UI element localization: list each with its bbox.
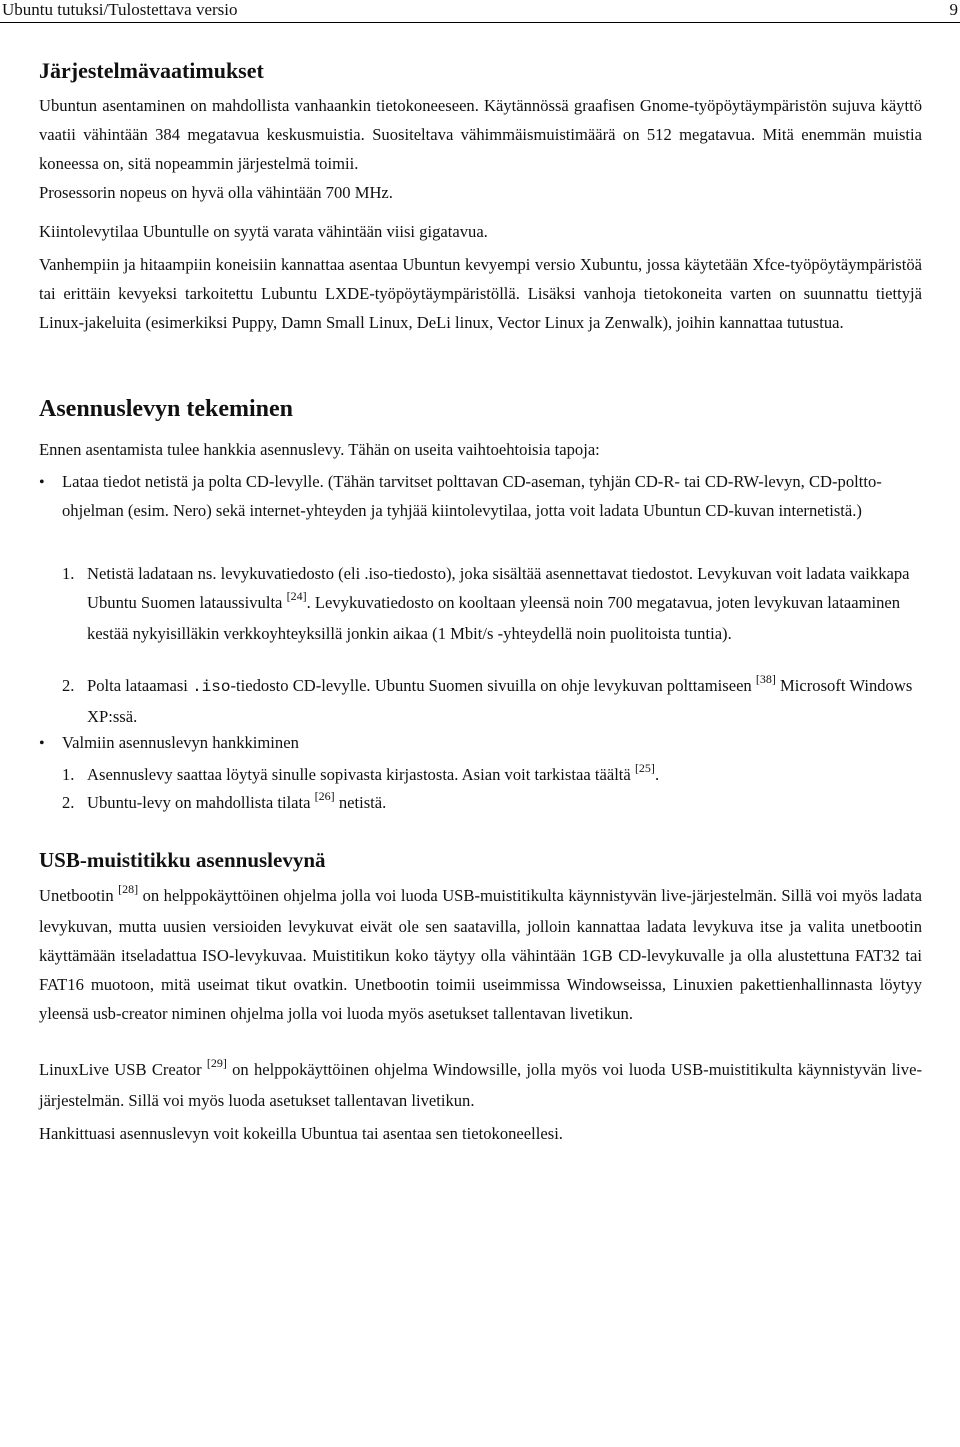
paragraph-disk: Kiintolevytilaa Ubuntulle on syytä varata vähintään viisi gigatavua.	[39, 222, 488, 241]
paragraph-linuxlive	[39, 1055, 922, 1115]
text: Netistä ladataan ns. levykuvatiedosto (eli .iso-tiedosto), joka sisältää asennettavat tiedostot. Levykuvan voit ladata vaikkapa Ubuntu Suomen lataussivulta	[87, 564, 910, 612]
reference-link-25[interactable]: [25]	[634, 761, 655, 775]
paragraph-older-machines: Vanhempiin ja hitaampiin koneisiin kannattaa asentaa Ubuntun kevyempi versio Xubuntu, jossa käytetään Xfce-työpöytäympäristöä tai erittäin kevyeksi tarkoitettu Lubuntu LXDE-työpöytäympäristöllä. Lisäksi vanhoja tietokoneita varten on suunnattu tiettyjä Linux-jakeluita (esimerkiksi Puppy, Damn Small Linux, DeLi linux, Vector Linux ja Zenwalk), joihin kannattaa tutustua.	[39, 255, 922, 332]
reference-link-28[interactable]: [28]	[118, 882, 139, 896]
bullet-marker: •	[39, 735, 45, 752]
heading-usb: USB-muistitikku asennuslevynä	[39, 848, 326, 872]
text: Unetbootin	[39, 886, 119, 905]
list-number: 2.	[62, 793, 75, 812]
list-number: 1.	[62, 765, 75, 784]
list-item-download-iso	[87, 559, 922, 648]
paragraph-unetbootin	[39, 881, 922, 1028]
text: Microsoft Windows XP:ssä.	[87, 676, 913, 726]
reference-link-38[interactable]: [38]	[755, 672, 776, 686]
text: LinuxLive USB Creator	[39, 1060, 207, 1079]
document-title: Ubuntu tutuksi/Tulostettava versio	[2, 0, 238, 19]
paragraph-closing: Hankittuasi asennuslevyn voit kokeilla Ubuntua tai asentaa sen tietokoneellesi.	[39, 1124, 563, 1143]
text: on helppokäyttöinen ohjelma Windowsille, jolla myös voi luoda USB-muistitikulta käynnistyvän live-järjestelmän. Sillä voi myös luoda asetukset tallentavan livetikun.	[39, 1060, 922, 1110]
text: Polta lataamasi	[87, 676, 193, 695]
heading-install-disc: Asennuslevyn tekeminen	[39, 396, 294, 422]
text: netistä.	[334, 793, 387, 812]
text: -tiedosto CD-levylle. Ubuntu Suomen sivuilla on ohje levykuvan polttamiseen	[230, 676, 756, 695]
page-number: 9	[949, 0, 958, 19]
reference-link-29[interactable]: [29]	[206, 1056, 227, 1070]
list-item-ready-disc: Valmiin asennuslevyn hankkiminen	[62, 733, 299, 752]
text: on helppokäyttöinen ohjelma jolla voi luoda USB-muistitikulta käynnistyvän live-järjestelmän. Sillä voi myös ladata levykuvan, mutta uusien versioiden levykuvat eivät ole sen saatavilla, jolloin kannattaa ladata levykuva itse ja valita unetbootin käyttämään itseladattua ISO-levykuvaa. Muistitikun koko täytyy olla vähintään 1GB CD-levykuvalle ja olla alustettuna FAT32 tai FAT16 muotoon, mitä useimat tikut ovatkin. Unetbootin toimii useimmissa Windowseissa, Linuxien pakettienhallinnasta löytyy yleensä usb-creator niminen ohjelma jolla voi luoda myös asetukset tallentavan livetikun.	[39, 886, 923, 1023]
reference-link-24[interactable]: [24]	[286, 589, 307, 603]
heading-requirements: Järjestelmävaatimukset	[39, 58, 264, 83]
list-item-library	[87, 760, 922, 791]
list-number: 1.	[62, 564, 75, 583]
text: .	[654, 765, 660, 784]
iso-extension: .iso	[192, 678, 231, 696]
text: Ubuntu-levy on mahdollista tilata	[87, 793, 315, 812]
list-number: 2.	[62, 676, 75, 695]
list-item-order	[87, 788, 922, 819]
paragraph-disc-intro: Ennen asentamista tulee hankkia asennuslevy. Tähän on useita vaihtoehtoisia tapoja:	[39, 440, 600, 459]
bullet-marker: •	[39, 474, 45, 491]
paragraph-processor: Prosessorin nopeus on hyvä olla vähintään 700 MHz.	[39, 183, 393, 202]
reference-link-26[interactable]: [26]	[314, 789, 335, 803]
list-item-burn-iso	[87, 671, 922, 731]
paragraph-memory: Ubuntun asentaminen on mahdollista vanhaankin tietokoneeseen. Käytännössä graafisen Gnome-työpöytäympäristön sujuva käyttö vaatii vähintään 384 megatavua keskusmuistia. Suositeltava vähimmäismuistimäärä on 512 megatavua. Mitä enemmän muistia koneessa on, sitä nopeammin järjestelmä toimii.	[39, 96, 922, 173]
text: Asennuslevy saattaa löytyä sinulle sopivasta kirjastosta. Asian voit tarkistaa täältä	[87, 765, 635, 784]
text: . Levykuvatiedosto on kooltaan yleensä noin 700 megatavua, joten levykuvan lataaminen kestää nykyisilläkin verkkoyhteyksillä jonkin aikaa (1 Mbit/s -yhteydellä noin puolitoista tuntia).	[87, 593, 901, 643]
page-header	[0, 0, 960, 23]
list-item-download-burn: Lataa tiedot netistä ja polta CD-levylle. (Tähän tarvitset polttavan CD-aseman, tyhjän CD-R- tai CD-RW-levyn, CD-poltto-ohjelman (esim. Nero) sekä internet-yhteyden ja tyhjää kiintolevytilaa, jotta voit ladata Ubuntun CD-kuvan internetistä.)	[62, 472, 882, 520]
